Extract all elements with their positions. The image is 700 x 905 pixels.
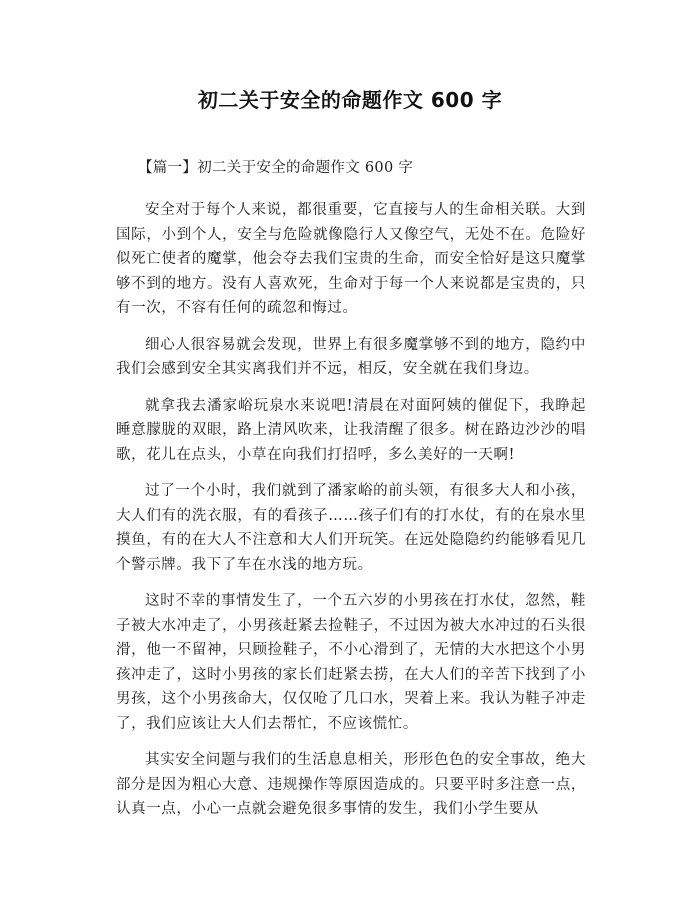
- paragraph-2: 细心人很容易就会发现，世界上有很多魔掌够不到的地方，隐约中我们会感到安全其实离我们并不远，相反，安全就在我们身边。: [116, 336, 586, 377]
- paragraph-6: 其实安全问题与我们的生活息息相关，形形色色的安全事故，绝大部分是因为粗心大意、违规操作等原因造成的。只要平时多注意一点，认真一点，小心一点就会避免很多事情的发生，我们小学生要从: [116, 752, 586, 817]
- page-title: 初二关于安全的命题作文 600 字: [197, 88, 503, 112]
- paragraph-4: 过了一个小时，我们就到了潘家峪的前头领，有很多大人和小孩，大人们有的洗衣服，有的看孩子……孩子们有的打水仗，有的在泉水里摸鱼，有的在大人不注意和大人们开玩笑。在远处隐隐约约能够看见几个警示牌。我下了车在水浅的地方玩。: [116, 483, 586, 573]
- section-heading: 【篇一】初二关于安全的命题作文 600 字: [138, 160, 414, 176]
- paragraph-3: 就拿我去潘家峪玩泉水来说吧!清晨在对面阿姨的催促下，我睁起睡意朦胧的双眼，路上清风吹来，让我清醒了很多。树在路边沙沙的唱歌，花儿在点头，小草在向我们打招呼，多么美好的一天啊!: [116, 397, 586, 463]
- article-body: [116, 156, 586, 834]
- paragraph-5: 这时不幸的事情发生了，一个五六岁的小男孩在打水仗，忽然，鞋子被大水冲走了，小男孩赶紧去捡鞋子，不过因为被大水冲过的石头很滑，他一不留神，只顾捡鞋子，不小心滑到了，无情的大水把这个小男孩冲走了，这时小男孩的家长们赶紧去捞，在大人们的辛苦下找到了小男孩，这个小男孩命大，仅仅呛了几口水，哭着上来。我认为鞋子冲走了，我们应该让大人们去帮忙，不应该慌忙。: [116, 593, 586, 732]
- paragraph-1: 安全对于每个人来说，都很重要，它直接与人的生命相关联。大到国际，小到个人，安全与危险就像隐行人又像空气，无处不在。危险好似死亡使者的魔掌，他会夺去我们宝贵的生命，而安全恰好是这只魔掌够不到的地方。没有人喜欢死，生命对于每一个人来说都是宝贵的，只有一次，不容有任何的疏忽和悔过。: [116, 202, 586, 316]
